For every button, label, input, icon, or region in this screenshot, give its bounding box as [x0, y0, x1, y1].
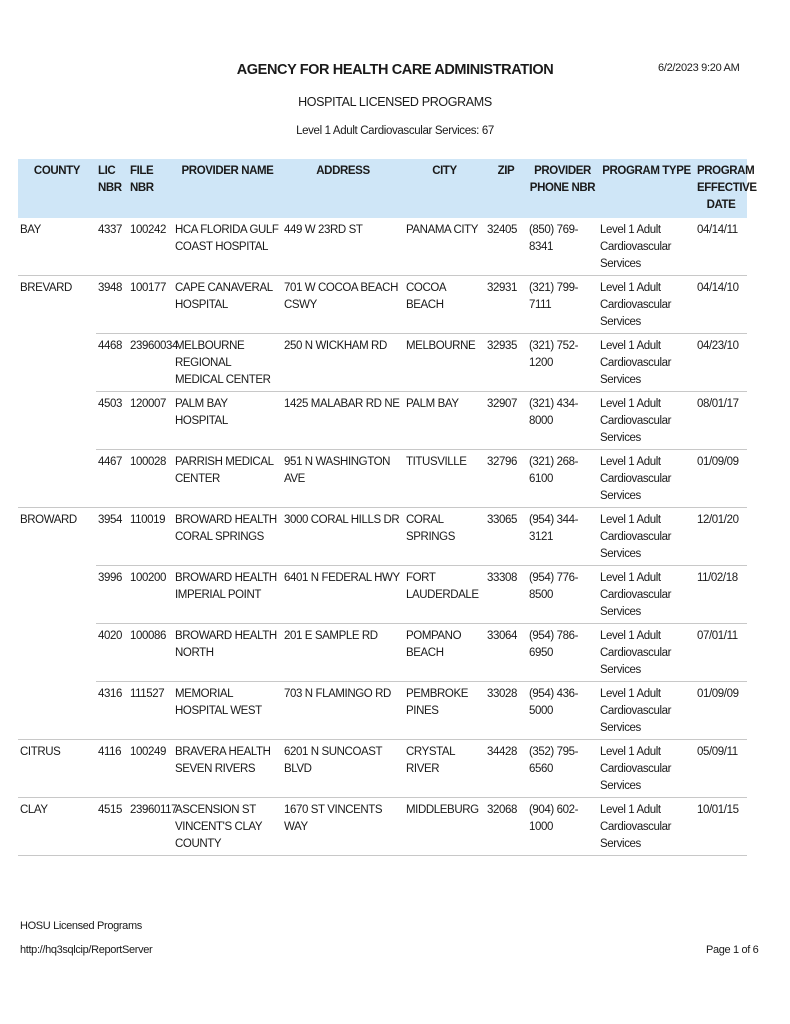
- table-row: [18, 682, 747, 740]
- file-nbr-cell: 100028: [128, 450, 173, 508]
- zip-cell: 32796: [485, 450, 527, 508]
- column-header-program-type: PROGRAM TYPE: [598, 159, 695, 218]
- provider-name-cell: MELBOURNE REGIONAL MEDICAL CENTER: [173, 334, 282, 392]
- county-cell: CLAY: [18, 798, 96, 856]
- zip-cell: 32907: [485, 392, 527, 450]
- effective-date-cell: 12/01/20: [695, 508, 747, 566]
- city-cell: MIDDLEBURG: [404, 798, 485, 856]
- county-cell: BAY: [18, 218, 96, 276]
- zip-cell: 32935: [485, 334, 527, 392]
- lic-nbr-cell: 4515: [96, 798, 128, 856]
- file-nbr-cell: 100242: [128, 218, 173, 276]
- file-nbr-cell: 23960034: [128, 334, 173, 392]
- zip-cell: 33308: [485, 566, 527, 624]
- footer-title: HOSU Licensed Programs: [20, 920, 142, 932]
- county-cell: CITRUS: [18, 740, 96, 798]
- page-number: Page 1 of 6: [706, 944, 759, 956]
- table-row: [18, 392, 747, 450]
- column-header-provider-name: PROVIDER NAME: [173, 159, 282, 218]
- report-title: HOSPITAL LICENSED PROGRAMS: [298, 95, 492, 109]
- city-cell: CRYSTAL RIVER: [404, 740, 485, 798]
- phone-cell: (850) 769-8341: [527, 218, 598, 276]
- lic-nbr-cell: 4503: [96, 392, 128, 450]
- phone-cell: (904) 602-1000: [527, 798, 598, 856]
- effective-date-cell: 04/14/10: [695, 276, 747, 334]
- file-nbr-cell: 111527: [128, 682, 173, 740]
- table-row: [18, 740, 747, 798]
- table-row: [18, 334, 747, 392]
- address-cell: 3000 CORAL HILLS DR: [282, 508, 404, 566]
- city-cell: PANAMA CITY: [404, 218, 485, 276]
- address-cell: 250 N WICKHAM RD: [282, 334, 404, 392]
- county-cell: BREVARD: [20, 282, 72, 294]
- program-type-cell: Level 1 Adult Cardiovascular Services: [598, 450, 695, 508]
- provider-name-cell: BRAVERA HEALTH SEVEN RIVERS: [173, 740, 282, 798]
- zip-cell: 33065: [485, 508, 527, 566]
- lic-nbr-cell: 3948: [96, 276, 128, 334]
- city-cell: PALM BAY: [404, 392, 485, 450]
- programs-table: [18, 159, 757, 856]
- program-type-cell: Level 1 Adult Cardiovascular Services: [598, 334, 695, 392]
- column-header-county: COUNTY: [18, 159, 96, 218]
- phone-cell: (321) 434-8000: [527, 392, 598, 450]
- program-type-cell: Level 1 Adult Cardiovascular Services: [598, 508, 695, 566]
- city-cell: MELBOURNE: [404, 334, 485, 392]
- phone-cell: (321) 799-7111: [527, 276, 598, 334]
- zip-cell: 32931: [485, 276, 527, 334]
- provider-name-cell: BROWARD HEALTH IMPERIAL POINT: [173, 566, 282, 624]
- phone-cell: (352) 795-6560: [527, 740, 598, 798]
- address-cell: 701 W COCOA BEACH CSWY: [282, 276, 404, 334]
- lic-nbr-cell: 4337: [96, 218, 128, 276]
- effective-date-cell: 05/09/11: [695, 740, 747, 798]
- table-header-row: [18, 159, 747, 218]
- agency-title: AGENCY FOR HEALTH CARE ADMINISTRATION: [236, 62, 554, 78]
- file-nbr-cell: 100249: [128, 740, 173, 798]
- county-cell: BROWARD: [20, 514, 77, 526]
- county-cell: [18, 682, 96, 740]
- phone-cell: (954) 344-3121: [527, 508, 598, 566]
- city-cell: CORAL SPRINGS: [404, 508, 485, 566]
- zip-cell: 32068: [485, 798, 527, 856]
- lic-nbr-cell: 4468: [96, 334, 128, 392]
- effective-date-cell: 04/14/11: [695, 218, 747, 276]
- column-header-city: CITY: [404, 159, 485, 218]
- phone-cell: (954) 776-8500: [527, 566, 598, 624]
- column-header-phone: PROVIDER PHONE NBR: [527, 159, 598, 218]
- file-nbr-cell: 100200: [128, 566, 173, 624]
- lic-nbr-cell: 4020: [96, 624, 128, 682]
- lic-nbr-cell: 4116: [96, 740, 128, 798]
- address-cell: 1425 MALABAR RD NE: [282, 392, 404, 450]
- program-type-cell: Level 1 Adult Cardiovascular Services: [598, 566, 695, 624]
- program-type-cell: Level 1 Adult Cardiovascular Services: [598, 276, 695, 334]
- table-row: [18, 218, 747, 276]
- phone-cell: (954) 436-5000: [527, 682, 598, 740]
- column-header-zip: ZIP: [485, 159, 527, 218]
- lic-nbr-cell: 3996: [96, 566, 128, 624]
- address-cell: 703 N FLAMINGO RD: [282, 682, 404, 740]
- city-cell: TITUSVILLE: [404, 450, 485, 508]
- provider-name-cell: ASCENSION ST VINCENT'S CLAY COUNTY: [173, 798, 282, 856]
- file-nbr-cell: 23960117: [128, 798, 173, 856]
- provider-name-cell: MEMORIAL HOSPITAL WEST: [173, 682, 282, 740]
- table-row: [18, 276, 747, 334]
- zip-cell: 34428: [485, 740, 527, 798]
- file-nbr-cell: 100177: [128, 276, 173, 334]
- lic-nbr-cell: 4467: [96, 450, 128, 508]
- county-cell: [18, 334, 96, 392]
- program-type-cell: Level 1 Adult Cardiovascular Services: [598, 798, 695, 856]
- table-row: [18, 798, 747, 856]
- address-cell: 201 E SAMPLE RD: [282, 624, 404, 682]
- provider-name-cell: HCA FLORIDA GULF COAST HOSPITAL: [173, 218, 282, 276]
- footer-url: http://hq3sqlcip/ReportServer: [20, 944, 153, 956]
- provider-name-cell: BROWARD HEALTH CORAL SPRINGS: [173, 508, 282, 566]
- effective-date-cell: 11/02/18: [695, 566, 747, 624]
- county-cell: [18, 624, 96, 682]
- file-nbr-cell: 100086: [128, 624, 173, 682]
- lic-nbr-cell: 3954: [96, 508, 128, 566]
- program-type-cell: Level 1 Adult Cardiovascular Services: [598, 392, 695, 450]
- effective-date-cell: 07/01/11: [695, 624, 747, 682]
- county-cell: [18, 566, 96, 624]
- file-nbr-cell: 110019: [128, 508, 173, 566]
- address-cell: 6201 N SUNCOAST BLVD: [282, 740, 404, 798]
- county-cell: [18, 450, 96, 508]
- city-cell: FORT LAUDERDALE: [404, 566, 485, 624]
- address-cell: 6401 N FEDERAL HWY: [282, 566, 404, 624]
- city-cell: COCOA BEACH: [404, 276, 485, 334]
- county-cell: [18, 392, 96, 450]
- phone-cell: (321) 268-6100: [527, 450, 598, 508]
- table-row: [18, 508, 747, 566]
- address-cell: 449 W 23RD ST: [282, 218, 404, 276]
- address-cell: 1670 ST VINCENTS WAY: [282, 798, 404, 856]
- provider-name-cell: PARRISH MEDICAL CENTER: [173, 450, 282, 508]
- zip-cell: 33028: [485, 682, 527, 740]
- provider-name-cell: CAPE CANAVERAL HOSPITAL: [173, 276, 282, 334]
- table-row: [18, 624, 747, 682]
- provider-name-cell: BROWARD HEALTH NORTH: [173, 624, 282, 682]
- program-type-cell: Level 1 Adult Cardiovascular Services: [598, 624, 695, 682]
- effective-date-cell: 01/09/09: [695, 450, 747, 508]
- effective-date-cell: 04/23/10: [695, 334, 747, 392]
- column-header-lic-nbr: LIC NBR: [96, 159, 128, 218]
- report-timestamp: 6/2/2023 9:20 AM: [658, 62, 740, 74]
- column-header-address: ADDRESS: [282, 159, 404, 218]
- address-cell: 951 N WASHINGTON AVE: [282, 450, 404, 508]
- phone-cell: (321) 752-1200: [527, 334, 598, 392]
- effective-date-cell: 10/01/15: [695, 798, 747, 856]
- column-header-effective-date: PROGRAM EFFECTIVE DATE: [695, 159, 747, 218]
- program-type-cell: Level 1 Adult Cardiovascular Services: [598, 682, 695, 740]
- column-header-file-nbr: FILE NBR: [128, 159, 173, 218]
- zip-cell: 32405: [485, 218, 527, 276]
- phone-cell: (954) 786-6950: [527, 624, 598, 682]
- city-cell: PEMBROKE PINES: [404, 682, 485, 740]
- table-row: [18, 566, 747, 624]
- service-count: Level 1 Adult Cardiovascular Services: 67: [296, 125, 494, 137]
- file-nbr-cell: 120007: [128, 392, 173, 450]
- table-body: [18, 218, 747, 856]
- lic-nbr-cell: 4316: [96, 682, 128, 740]
- table-row: [18, 450, 747, 508]
- program-type-cell: Level 1 Adult Cardiovascular Services: [598, 740, 695, 798]
- city-cell: POMPANO BEACH: [404, 624, 485, 682]
- effective-date-cell: 01/09/09: [695, 682, 747, 740]
- provider-name-cell: PALM BAY HOSPITAL: [173, 392, 282, 450]
- effective-date-cell: 08/01/17: [695, 392, 747, 450]
- zip-cell: 33064: [485, 624, 527, 682]
- program-type-cell: Level 1 Adult Cardiovascular Services: [598, 218, 695, 276]
